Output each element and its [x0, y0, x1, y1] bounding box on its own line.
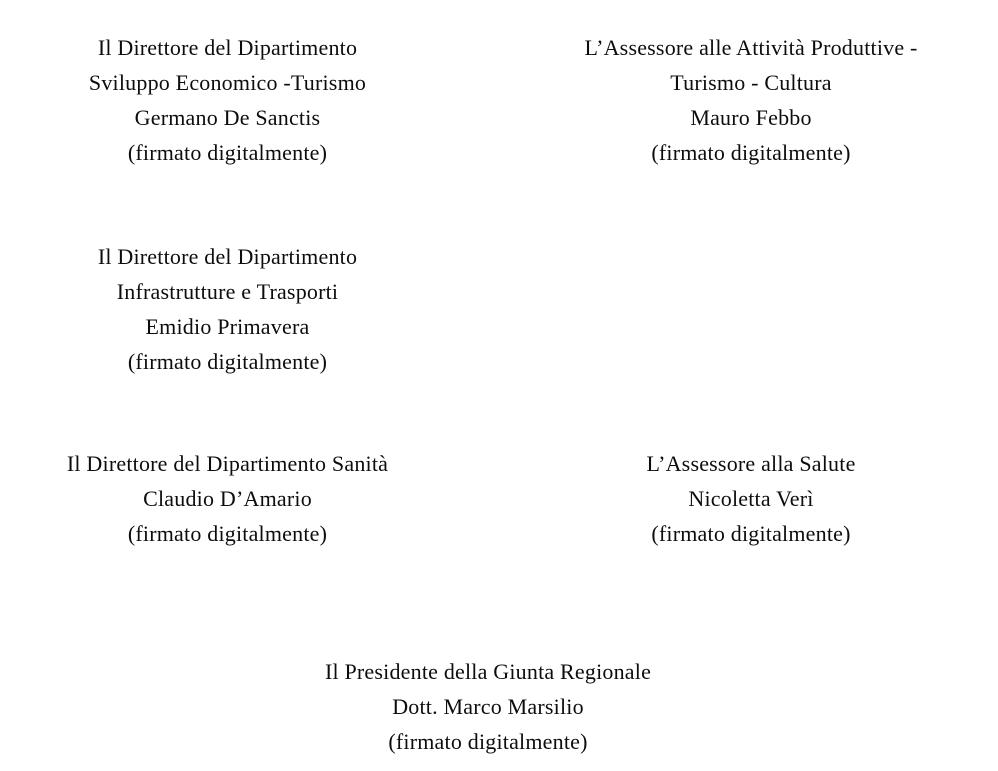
signature-name: Dott. Marco Marsilio [392, 694, 584, 719]
digitally-signed-note: (firmato digitalmente) [127, 140, 328, 165]
digitally-signed-note: (firmato digitalmente) [127, 521, 328, 546]
signature-title-line: Il Direttore del Dipartimento Sanità [66, 451, 389, 476]
digitally-signed-note: (firmato digitalmente) [651, 140, 851, 165]
digitally-signed-note: (firmato digitalmente) [388, 729, 588, 754]
signature-title-line: Sviluppo Economico -Turismo [88, 70, 367, 95]
signature-name: Emidio Primavera [145, 314, 310, 339]
signature-title-line: Il Presidente della Giunta Regionale [324, 659, 652, 684]
signature-title-line: L’Assessore alla Salute [646, 451, 856, 476]
signature-block-direttore-sviluppo-economico-turismo [0, 30, 455, 170]
digitally-signed-note: (firmato digitalmente) [651, 521, 851, 546]
signature-title-line: Turismo - Cultura [670, 70, 832, 95]
signature-title-line: Il Direttore del Dipartimento [97, 244, 358, 269]
signature-name: Mauro Febbo [690, 105, 812, 130]
signature-name: Nicoletta Verì [688, 486, 814, 511]
signature-block-direttore-sanita [0, 446, 455, 551]
signature-block-presidente-giunta-regionale [0, 654, 976, 759]
signature-name: Germano De Sanctis [134, 105, 321, 130]
signature-block-assessore-salute [504, 446, 998, 551]
digitally-signed-note: (firmato digitalmente) [127, 349, 328, 374]
signature-block-direttore-infrastrutture-trasporti [0, 239, 455, 379]
signature-title-line: Infrastrutture e Trasporti [116, 279, 339, 304]
signature-title-line: Il Direttore del Dipartimento [97, 35, 358, 60]
signature-block-assessore-attivita-produttive [504, 30, 998, 170]
signature-name: Claudio D’Amario [143, 486, 312, 511]
signature-title-line: L’Assessore alle Attività Produttive - [584, 35, 918, 60]
